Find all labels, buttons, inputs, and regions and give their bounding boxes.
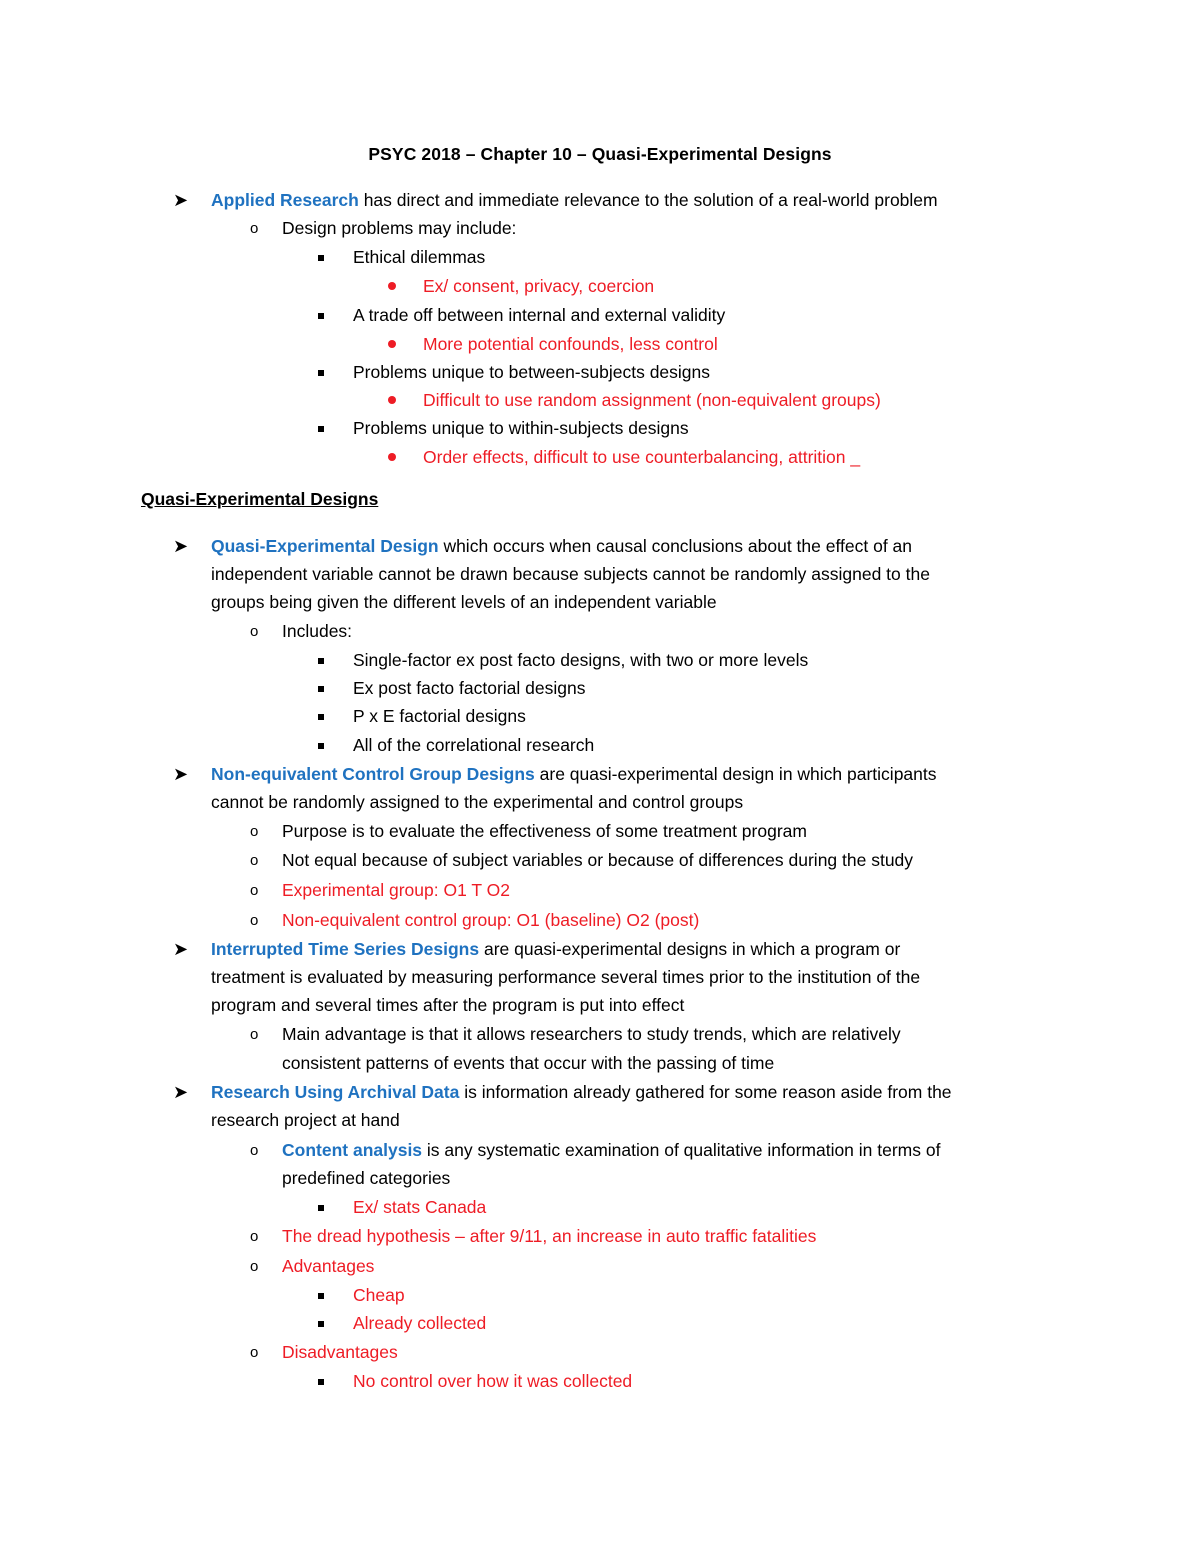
square-bullet-icon <box>318 1379 324 1385</box>
circle-o-icon: o <box>250 1142 259 1159</box>
list-item-text: Single-factor ex post facto designs, with two or more levels <box>353 650 809 670</box>
definition-text: are quasi-experimental design in which participants <box>534 764 937 784</box>
example-text: Order effects, difficult to use counterbalancing, attrition _ <box>423 447 861 467</box>
circle-o-icon: o <box>250 912 259 929</box>
square-bullet-icon <box>318 426 324 432</box>
example-text: Ex/ stats Canada <box>353 1197 487 1217</box>
definition-text: is information already gathered for some reason aside from the <box>459 1082 952 1102</box>
term-archival-data: Research Using Archival Data <box>211 1082 460 1102</box>
circle-o-icon: o <box>250 1026 259 1043</box>
definition-text: program and several times after the program is put into effect <box>211 995 685 1015</box>
definition-text: has direct and immediate relevance to the solution of a real-world problem <box>358 190 938 210</box>
definition-text: are quasi-experimental designs in which a program or <box>479 939 901 959</box>
list-item-text: Purpose is to evaluate the effectiveness of some treatment program <box>282 821 807 841</box>
list-item-text: Main advantage is that it allows researchers to study trends, which are relatively <box>282 1024 901 1044</box>
term-content-analysis: Content analysis <box>282 1140 423 1160</box>
circle-o-icon: o <box>250 1258 259 1275</box>
list-item-text: Not equal because of subject variables or because of differences during the study <box>282 850 914 870</box>
circle-o-icon: o <box>250 852 259 869</box>
list-item-text: A trade off between internal and external validity <box>353 305 726 325</box>
definition-text: research project at hand <box>211 1110 400 1130</box>
list-item-text: P x E factorial designs <box>353 706 526 726</box>
list-item-text: Problems unique to within-subjects designs <box>353 418 689 438</box>
list-item-text: Problems unique to between-subjects designs <box>353 362 711 382</box>
list-item-text: Already collected <box>353 1313 487 1333</box>
list-item-text: Ex post facto factorial designs <box>353 678 586 698</box>
example-text: The dread hypothesis – after 9/11, an increase in auto traffic fatalities <box>282 1226 817 1246</box>
definition-text: predefined categories <box>282 1168 451 1188</box>
page-title: PSYC 2018 – Chapter 10 – Quasi-Experimental Designs <box>368 144 832 164</box>
definition-text: cannot be randomly assigned to the experimental and control groups <box>211 792 744 812</box>
example-text: More potential confounds, less control <box>423 334 718 354</box>
square-bullet-icon <box>318 686 324 692</box>
section-heading: Quasi-Experimental Designs <box>141 489 379 509</box>
example-text: Ex/ consent, privacy, coercion <box>423 276 655 296</box>
red-dot-icon <box>388 453 396 461</box>
term-quasi-experimental-design: Quasi-Experimental Design <box>211 536 439 556</box>
definition-text: is any systematic examination of qualitative information in terms of <box>422 1140 941 1160</box>
list-item-text: No control over how it was collected <box>353 1371 633 1391</box>
circle-o-icon: o <box>250 220 259 237</box>
square-bullet-icon <box>318 658 324 664</box>
square-bullet-icon <box>318 714 324 720</box>
term-non-equivalent: Non-equivalent Control Group Designs <box>211 764 535 784</box>
list-item-text: Advantages <box>282 1256 375 1276</box>
example-text: Non-equivalent control group: O1 (baseline) O2 (post) <box>282 910 700 930</box>
square-bullet-icon <box>318 1293 324 1299</box>
list-item-text: Ethical dilemmas <box>353 247 486 267</box>
circle-o-icon: o <box>250 623 259 640</box>
definition-text: independent variable cannot be drawn because subjects cannot be randomly assigned to the <box>211 564 930 584</box>
list-item-text: Disadvantages <box>282 1342 398 1362</box>
arrow-icon: ➤ <box>173 764 189 784</box>
square-bullet-icon <box>318 1205 324 1211</box>
circle-o-icon: o <box>250 882 259 899</box>
term-interrupted-time-series: Interrupted Time Series Designs <box>211 939 480 959</box>
definition-text: groups being given the different levels of an independent variable <box>211 592 717 612</box>
list-item-text: All of the correlational research <box>353 735 595 755</box>
list-item-text: consistent patterns of events that occur with the passing of time <box>282 1053 775 1073</box>
circle-o-icon: o <box>250 823 259 840</box>
square-bullet-icon <box>318 255 324 261</box>
square-bullet-icon <box>318 313 324 319</box>
arrow-icon: ➤ <box>173 939 189 959</box>
term-applied-research: Applied Research <box>211 190 359 210</box>
square-bullet-icon <box>318 370 324 376</box>
definition-text: treatment is evaluated by measuring performance several times prior to the institution of the <box>211 967 921 987</box>
list-item-text: Includes: <box>282 621 353 641</box>
square-bullet-icon <box>318 1321 324 1327</box>
red-dot-icon <box>388 396 396 404</box>
square-bullet-icon <box>318 743 324 749</box>
circle-o-icon: o <box>250 1344 259 1361</box>
list-item-text: Cheap <box>353 1285 405 1305</box>
example-text: Experimental group: O1 T O2 <box>282 880 510 900</box>
example-text: Difficult to use random assignment (non-equivalent groups) <box>423 390 881 410</box>
arrow-icon: ➤ <box>173 1082 189 1102</box>
list-item-text: Design problems may include: <box>282 218 517 238</box>
definition-text: which occurs when causal conclusions about the effect of an <box>438 536 913 556</box>
arrow-icon: ➤ <box>173 190 189 210</box>
red-dot-icon <box>388 282 396 290</box>
circle-o-icon: o <box>250 1228 259 1245</box>
arrow-icon: ➤ <box>173 536 189 556</box>
red-dot-icon <box>388 340 396 348</box>
